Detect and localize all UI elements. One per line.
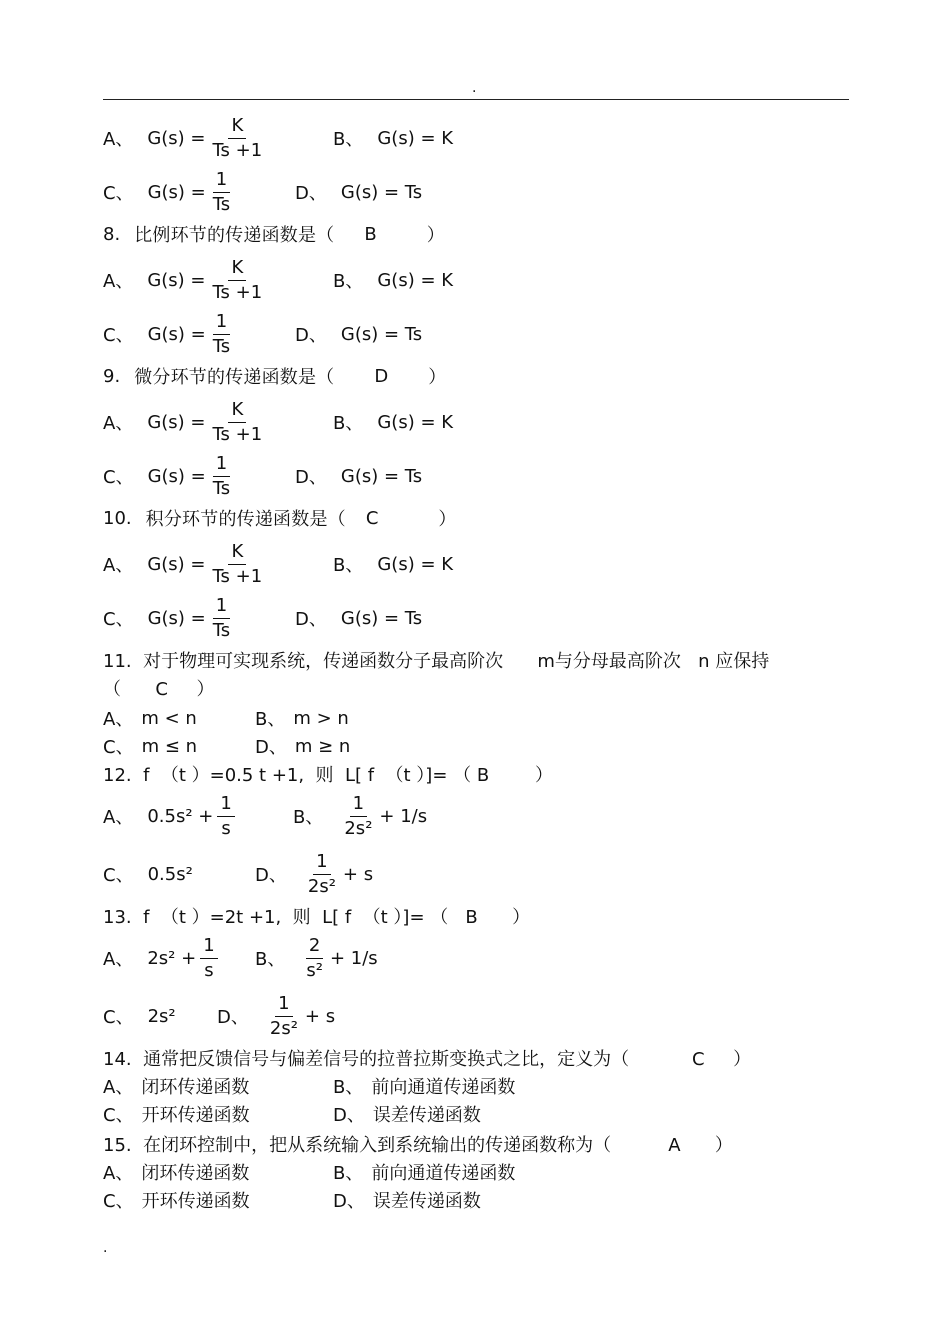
option-label: A、 bbox=[103, 555, 134, 576]
option-text: 误差传递函数 bbox=[372, 1105, 481, 1126]
option-row bbox=[103, 1158, 863, 1186]
formula-tail: + 1/s bbox=[379, 805, 428, 827]
fraction-numerator: 1 bbox=[213, 171, 230, 193]
option-label: D、 bbox=[333, 1191, 365, 1212]
option-label: B、 bbox=[293, 807, 324, 828]
option-text: m > n bbox=[293, 707, 349, 729]
question-text: 15. 在闭环控制中，把从系统输入到系统输出的传递函数称为（ A ） bbox=[103, 1135, 733, 1156]
option-label: B、 bbox=[333, 1077, 364, 1098]
formula-lhs: G(s) = bbox=[147, 269, 206, 291]
formula-lhs: G(s) = Ts bbox=[340, 465, 423, 487]
formula-lhs: G(s) = bbox=[147, 323, 206, 345]
option-text: 闭环传递函数 bbox=[141, 1163, 250, 1184]
formula bbox=[341, 182, 422, 203]
fraction-denominator: Ts +1 bbox=[212, 281, 263, 303]
option-cell bbox=[103, 790, 239, 842]
formula bbox=[147, 594, 238, 641]
formula bbox=[148, 1006, 176, 1027]
option-row bbox=[103, 112, 863, 164]
option-label: C、 bbox=[103, 609, 134, 630]
formula-lhs: 2s² + bbox=[147, 947, 197, 969]
option-cell bbox=[293, 790, 427, 842]
fraction-numerator: 1 bbox=[350, 795, 367, 817]
question-text: 积分环节的传递函数是（ bbox=[145, 509, 346, 530]
option-label: B、 bbox=[333, 1163, 364, 1184]
question-text: （ C ） bbox=[103, 679, 215, 700]
fraction-denominator: Ts bbox=[212, 335, 231, 357]
question-number: 8. bbox=[103, 223, 121, 245]
option-label: D、 bbox=[217, 1007, 249, 1028]
question-line bbox=[103, 646, 863, 674]
fraction bbox=[210, 310, 233, 357]
question-line bbox=[103, 674, 863, 702]
option-cell bbox=[103, 732, 197, 760]
option-cell bbox=[103, 1072, 249, 1100]
question-stem bbox=[103, 220, 445, 248]
fraction bbox=[267, 992, 301, 1039]
fraction bbox=[217, 792, 234, 839]
option-text: 前向通道传递函数 bbox=[371, 1163, 516, 1184]
option-label: A、 bbox=[103, 807, 134, 828]
option-row bbox=[103, 1186, 863, 1214]
option-label: C、 bbox=[103, 865, 134, 886]
option-text: 闭环传递函数 bbox=[141, 1077, 250, 1098]
formula bbox=[377, 412, 453, 433]
option-label: A、 bbox=[103, 129, 134, 150]
option-cell bbox=[103, 1158, 249, 1186]
fraction bbox=[341, 792, 375, 839]
option-label: D、 bbox=[295, 467, 327, 488]
formula bbox=[147, 934, 221, 981]
option-row bbox=[103, 166, 863, 218]
formula-lhs: 2s² bbox=[147, 1005, 176, 1027]
fraction-denominator: Ts bbox=[212, 193, 231, 215]
formula-lhs: G(s) = K bbox=[377, 127, 454, 149]
option-row bbox=[103, 790, 863, 842]
question-number: 9. bbox=[103, 365, 121, 387]
formula-lhs: G(s) = bbox=[147, 181, 206, 203]
fraction-numerator: 1 bbox=[213, 597, 230, 619]
fraction-numerator: K bbox=[228, 401, 246, 423]
question-text: 11. 对于物理可实现系统，传递函数分子最高阶次 m与分母最高阶次 n 应保持 bbox=[103, 651, 770, 672]
fraction-denominator: s bbox=[221, 817, 231, 839]
fraction-denominator: Ts +1 bbox=[212, 423, 263, 445]
close-paren: ） bbox=[426, 225, 445, 246]
formula bbox=[147, 452, 238, 499]
close-paren: ） bbox=[438, 509, 457, 530]
option-cell bbox=[103, 704, 197, 732]
formula bbox=[341, 608, 422, 629]
option-cell bbox=[333, 1158, 515, 1186]
option-label: D、 bbox=[295, 183, 327, 204]
option-label: B、 bbox=[333, 555, 364, 576]
option-label: A、 bbox=[103, 271, 134, 292]
option-cell bbox=[295, 450, 422, 502]
question-line bbox=[103, 760, 863, 788]
fraction-numerator: 1 bbox=[200, 937, 217, 959]
fraction-denominator: 2s² bbox=[344, 817, 373, 839]
option-label: B、 bbox=[333, 271, 364, 292]
formula-tail: + s bbox=[342, 863, 374, 885]
option-text: 误差传递函数 bbox=[372, 1191, 481, 1212]
option-cell bbox=[103, 450, 237, 502]
formula-lhs: G(s) = bbox=[147, 411, 206, 433]
fraction bbox=[210, 398, 266, 445]
formula bbox=[341, 324, 422, 345]
formula-tail: + s bbox=[304, 1005, 336, 1027]
formula bbox=[377, 554, 453, 575]
option-label: A、 bbox=[103, 1163, 134, 1184]
close-paren: ） bbox=[428, 367, 447, 388]
option-row bbox=[103, 254, 863, 306]
question-text: 14. 通常把反馈信号与偏差信号的拉普拉斯变换式之比，定义为（ C ） bbox=[103, 1049, 752, 1070]
option-cell bbox=[255, 704, 349, 732]
option-cell bbox=[295, 592, 422, 644]
formula-lhs: G(s) = K bbox=[377, 411, 454, 433]
option-cell bbox=[103, 308, 237, 360]
fraction-denominator: 2s² bbox=[269, 1017, 298, 1039]
option-label: C、 bbox=[103, 1105, 134, 1126]
option-cell bbox=[217, 990, 335, 1042]
formula-lhs: G(s) = Ts bbox=[340, 607, 423, 629]
header-rule bbox=[103, 99, 849, 100]
question-line bbox=[103, 1044, 863, 1072]
fraction-denominator: Ts +1 bbox=[212, 565, 263, 587]
formula bbox=[147, 168, 238, 215]
fraction-denominator: Ts bbox=[212, 477, 231, 499]
option-row bbox=[103, 538, 863, 590]
formula-lhs: G(s) = K bbox=[377, 553, 454, 575]
option-cell bbox=[103, 254, 269, 306]
formula bbox=[147, 540, 269, 587]
option-row bbox=[103, 932, 863, 984]
option-label: C、 bbox=[103, 737, 134, 758]
option-cell bbox=[255, 732, 350, 760]
option-label: D、 bbox=[255, 865, 287, 886]
fraction bbox=[210, 256, 266, 303]
fraction-numerator: 1 bbox=[313, 853, 330, 875]
formula bbox=[337, 792, 428, 839]
question-line bbox=[103, 220, 863, 248]
fraction bbox=[303, 934, 326, 981]
option-cell bbox=[295, 166, 422, 218]
fraction-numerator: 1 bbox=[213, 455, 230, 477]
option-row bbox=[103, 1072, 863, 1100]
option-row bbox=[103, 704, 863, 732]
fraction bbox=[210, 114, 266, 161]
option-label: D、 bbox=[295, 325, 327, 346]
fraction-numerator: 1 bbox=[217, 795, 234, 817]
option-label: C、 bbox=[103, 183, 134, 204]
option-label: C、 bbox=[103, 1191, 134, 1212]
formula bbox=[147, 792, 238, 839]
question-text: 比例环节的传递函数是（ bbox=[134, 225, 335, 246]
option-text: 开环传递函数 bbox=[141, 1191, 250, 1212]
fraction bbox=[210, 168, 233, 215]
formula bbox=[148, 864, 193, 885]
formula bbox=[147, 310, 238, 357]
formula-lhs: G(s) = bbox=[147, 127, 206, 149]
footer-dot: . bbox=[103, 1240, 108, 1256]
formula-lhs: G(s) = bbox=[147, 607, 206, 629]
option-cell bbox=[103, 538, 269, 590]
option-cell bbox=[103, 166, 237, 218]
fraction-denominator: 2s² bbox=[307, 875, 336, 897]
option-text: 前向通道传递函数 bbox=[371, 1077, 516, 1098]
question-text: 13. f （t ）=2t +1, 则 L[ f （t ）]= （ B ） bbox=[103, 907, 531, 928]
answer-letter: B bbox=[364, 223, 377, 245]
question-line bbox=[103, 902, 863, 930]
option-cell bbox=[103, 592, 237, 644]
option-label: D、 bbox=[295, 609, 327, 630]
fraction-numerator: 1 bbox=[213, 313, 230, 335]
question-line bbox=[103, 1130, 863, 1158]
option-cell bbox=[103, 932, 222, 984]
header-dot: . bbox=[472, 80, 477, 96]
option-cell bbox=[333, 1072, 515, 1100]
formula-lhs: 0.5s² + bbox=[147, 805, 214, 827]
option-cell bbox=[103, 990, 176, 1042]
option-cell bbox=[103, 112, 269, 164]
option-row bbox=[103, 1100, 863, 1128]
option-cell bbox=[103, 1100, 250, 1128]
question-text: 微分环节的传递函数是（ bbox=[134, 367, 335, 388]
option-text: 开环传递函数 bbox=[141, 1105, 250, 1126]
option-cell bbox=[333, 1186, 481, 1214]
option-label: B、 bbox=[255, 709, 286, 730]
fraction-numerator: 1 bbox=[275, 995, 292, 1017]
option-row bbox=[103, 396, 863, 448]
answer-letter: D bbox=[374, 365, 389, 387]
formula bbox=[147, 398, 269, 445]
option-label: C、 bbox=[103, 1007, 134, 1028]
option-row bbox=[103, 450, 863, 502]
formula-lhs: 0.5s² bbox=[147, 863, 193, 885]
option-cell bbox=[333, 396, 453, 448]
formula bbox=[377, 128, 453, 149]
formula-tail: + 1/s bbox=[329, 947, 378, 969]
formula bbox=[147, 256, 269, 303]
option-label: A、 bbox=[103, 949, 134, 970]
option-row bbox=[103, 848, 863, 900]
option-row bbox=[103, 990, 863, 1042]
formula-lhs: G(s) = bbox=[147, 465, 206, 487]
question-text: 12. f （t ）=0.5 t +1, 则 L[ f （t ）]= （ B ） bbox=[103, 765, 553, 786]
formula-lhs: G(s) = bbox=[147, 553, 206, 575]
formula bbox=[377, 270, 453, 291]
formula bbox=[147, 114, 269, 161]
option-text: m ≥ n bbox=[294, 735, 351, 757]
option-cell bbox=[103, 1186, 250, 1214]
formula bbox=[341, 466, 422, 487]
fraction-denominator: s bbox=[204, 959, 214, 981]
option-label: D、 bbox=[333, 1105, 365, 1126]
option-label: A、 bbox=[103, 1077, 134, 1098]
option-text: m ≤ n bbox=[141, 735, 198, 757]
option-label: B、 bbox=[255, 949, 286, 970]
option-label: A、 bbox=[103, 709, 134, 730]
option-cell bbox=[255, 848, 373, 900]
fraction bbox=[210, 594, 233, 641]
option-label: B、 bbox=[333, 129, 364, 150]
option-label: C、 bbox=[103, 467, 134, 488]
option-row bbox=[103, 732, 863, 760]
fraction-numerator: 2 bbox=[306, 937, 323, 959]
formula bbox=[263, 992, 336, 1039]
answer-letter: C bbox=[365, 507, 379, 529]
fraction-numerator: K bbox=[228, 117, 246, 139]
option-cell bbox=[333, 538, 453, 590]
question-number: 10. bbox=[103, 507, 132, 529]
fraction bbox=[210, 540, 266, 587]
option-row bbox=[103, 592, 863, 644]
question-stem bbox=[103, 362, 446, 390]
question-stem bbox=[103, 504, 456, 532]
fraction-denominator: s² bbox=[306, 959, 323, 981]
question-line bbox=[103, 362, 863, 390]
formula-lhs: G(s) = Ts bbox=[340, 323, 423, 345]
fraction-denominator: Ts bbox=[212, 619, 231, 641]
fraction-numerator: K bbox=[228, 259, 246, 281]
option-cell bbox=[103, 396, 269, 448]
question-line bbox=[103, 504, 863, 532]
option-cell bbox=[333, 112, 453, 164]
formula bbox=[301, 850, 374, 897]
fraction-numerator: K bbox=[228, 543, 246, 565]
fraction bbox=[305, 850, 339, 897]
fraction bbox=[200, 934, 217, 981]
formula-lhs: G(s) = K bbox=[377, 269, 454, 291]
fraction bbox=[210, 452, 233, 499]
formula bbox=[299, 934, 378, 981]
option-cell bbox=[255, 932, 378, 984]
option-cell bbox=[295, 308, 422, 360]
formula-lhs: G(s) = Ts bbox=[340, 181, 423, 203]
option-label: B、 bbox=[333, 413, 364, 434]
fraction-denominator: Ts +1 bbox=[212, 139, 263, 161]
option-cell bbox=[103, 848, 193, 900]
option-label: D、 bbox=[255, 737, 287, 758]
option-row bbox=[103, 308, 863, 360]
option-label: C、 bbox=[103, 325, 134, 346]
option-label: A、 bbox=[103, 413, 134, 434]
option-cell bbox=[333, 254, 453, 306]
option-text: m < n bbox=[141, 707, 197, 729]
option-cell bbox=[333, 1100, 481, 1128]
